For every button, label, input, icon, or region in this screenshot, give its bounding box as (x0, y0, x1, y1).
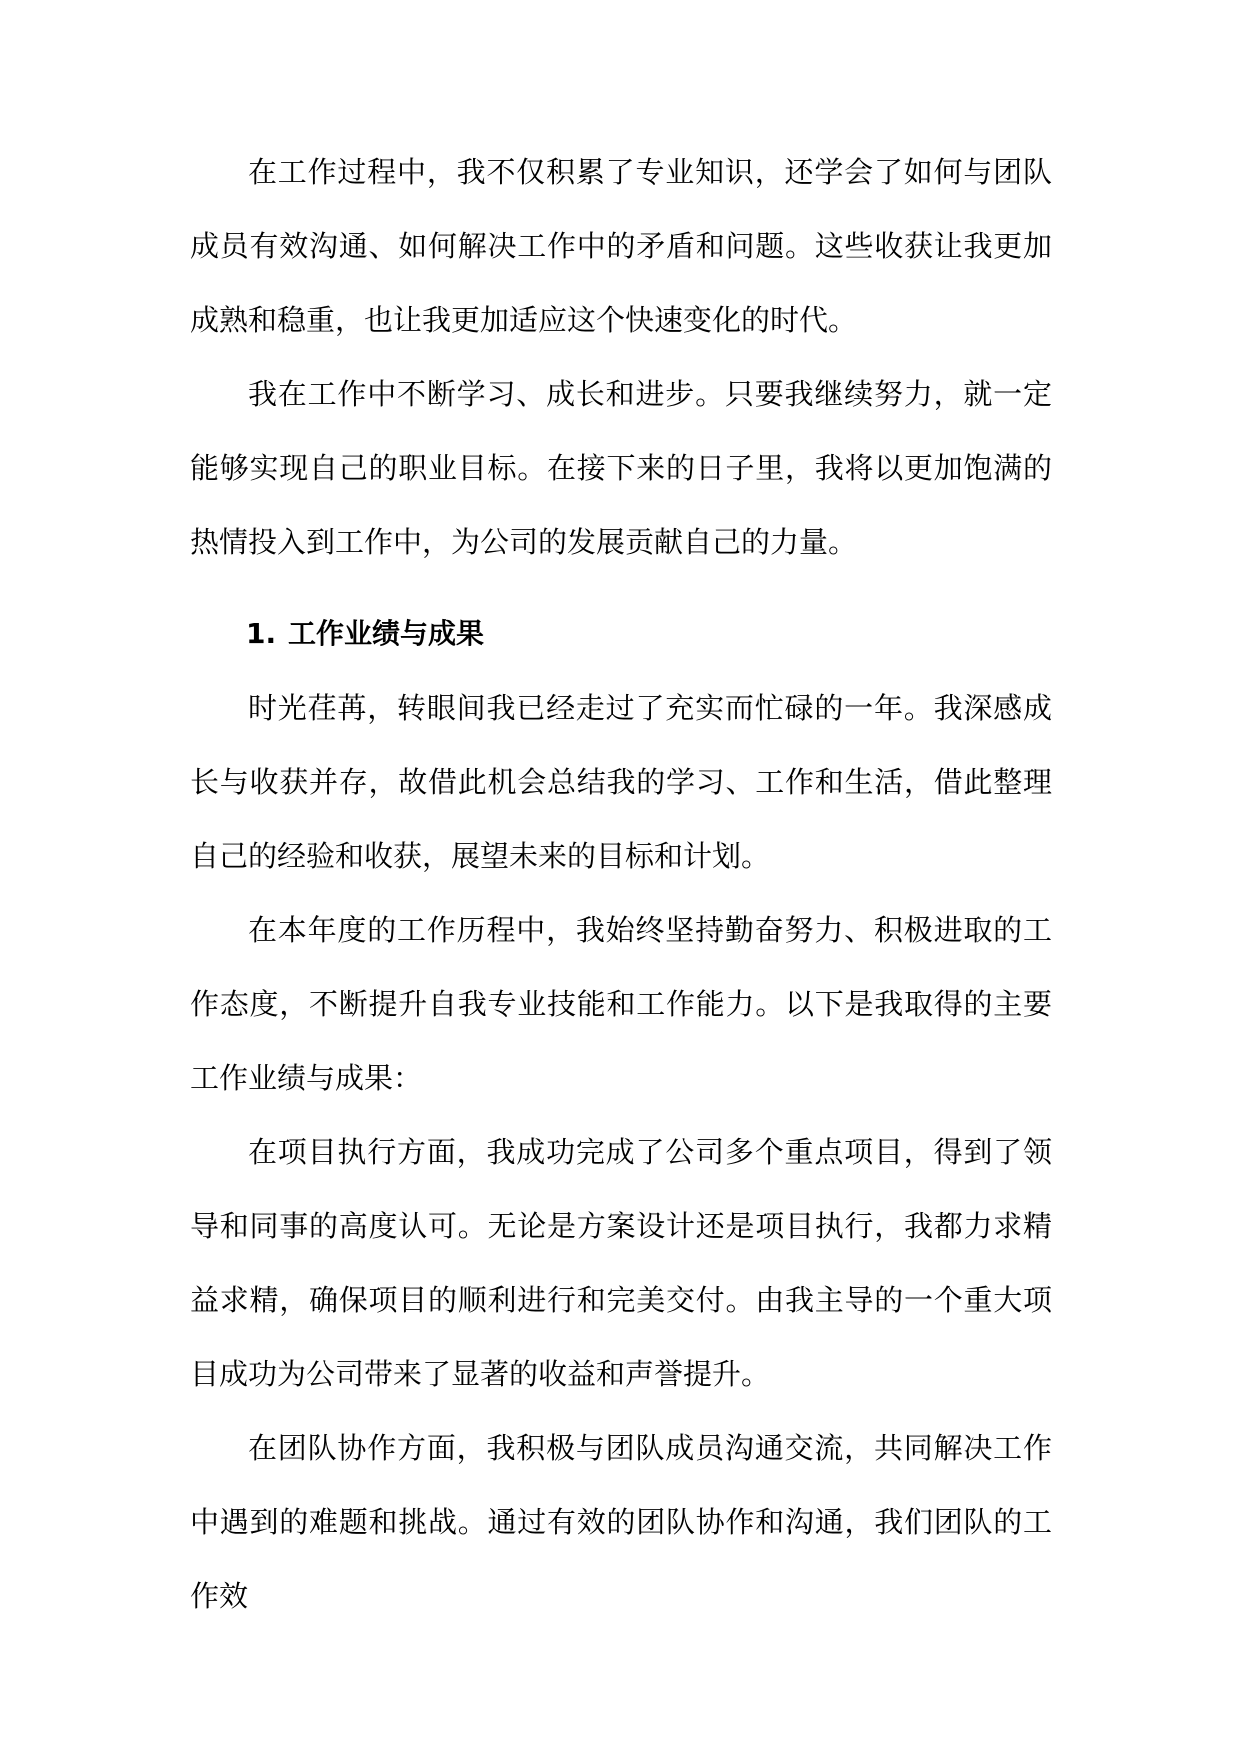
body-paragraph: 在工作过程中，我不仅积累了专业知识，还学会了如何与团队成员有效沟通、如何解决工作中的矛盾和问题。这些收获让我更加成熟和稳重，也让我更加适应这个快速变化的时代。 (190, 155, 1052, 337)
body-paragraph: 在团队协作方面，我积极与团队成员沟通交流，共同解决工作中遇到的难题和挑战。通过有效的团队协作和沟通，我们团队的工作效 (190, 1431, 1052, 1613)
section-number: 1. (246, 617, 277, 650)
body-paragraph: 在本年度的工作历程中，我始终坚持勤奋努力、积极进取的工作态度，不断提升自我专业技能和工作能力。以下是我取得的主要工作业绩与成果： (190, 913, 1052, 1095)
body-paragraph: 我在工作中不断学习、成长和进步。只要我继续努力，就一定能够实现自己的职业目标。在接下来的日子里，我将以更加饱满的热情投入到工作中，为公司的发展贡献自己的力量。 (190, 377, 1052, 559)
body-paragraph: 在项目执行方面，我成功完成了公司多个重点项目，得到了领导和同事的高度认可。无论是方案设计还是项目执行，我都力求精益求精，确保项目的顺利进行和完美交付。由我主导的一个重大项目成功为公司带来了显著的收益和声誉提升。 (190, 1135, 1052, 1391)
body-paragraph: 时光荏苒，转眼间我已经走过了充实而忙碌的一年。我深感成长与收获并存，故借此机会总结我的学习、工作和生活，借此整理自己的经验和收获，展望未来的目标和计划。 (190, 691, 1052, 873)
section-heading (190, 597, 1052, 671)
document-body (190, 135, 1052, 1633)
section-title: 工作业绩与成果 (288, 617, 485, 650)
